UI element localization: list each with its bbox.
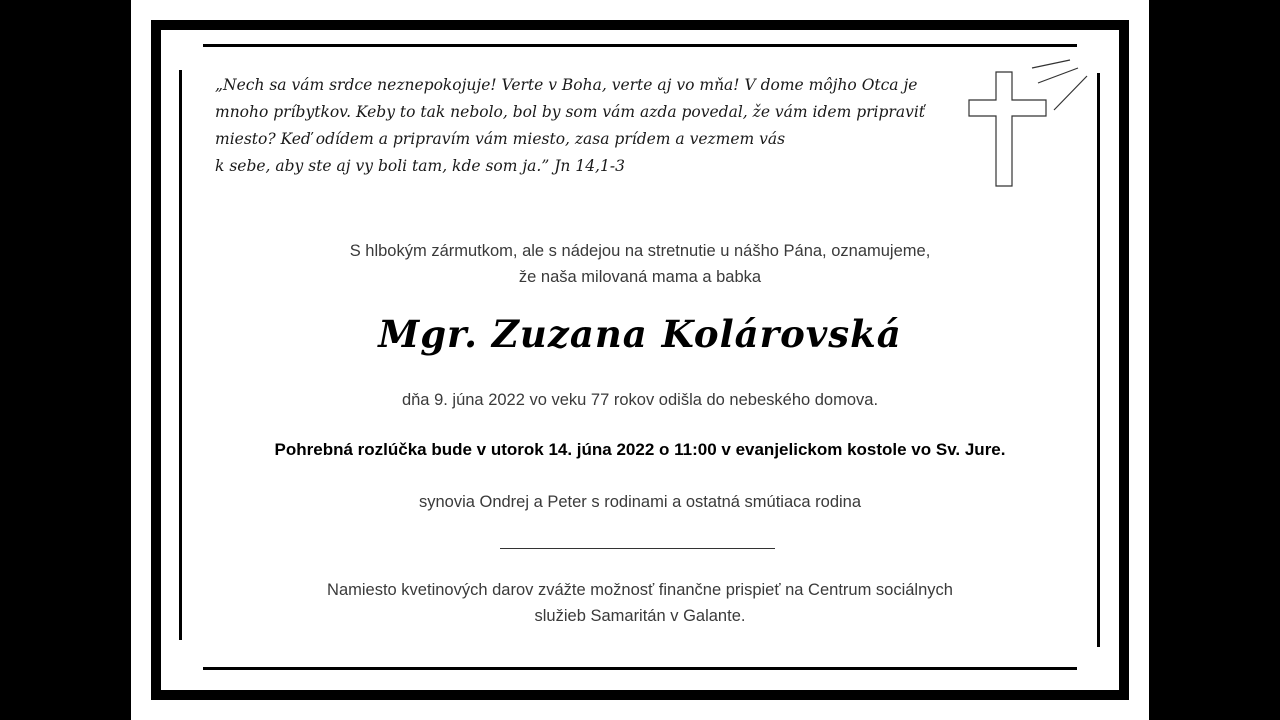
intro-line: S hlbokým zármutkom, ale s nádejou na stretnutie u nášho Pána, oznamujeme,: [349, 242, 931, 260]
donation-line: služieb Samaritán v Galante.: [534, 607, 746, 625]
deceased-name: Mgr. Zuzana Kolárovská: [378, 312, 902, 356]
quote-line: „Nech sa vám srdce neznepokojuje! Verte v Boha, verte aj vo mňa! V dome môjho Otca je: [215, 76, 918, 94]
intro-line: že naša milovaná mama a babka: [518, 268, 762, 286]
quote-line: miesto? Keď odídem a pripravím vám miesto, zasa prídem a vezmem vás: [215, 130, 786, 148]
quote-line: mnoho príbytkov. Keby to tak nebolo, bol by som vám azda povedal, že vám idem pripraviť: [215, 103, 926, 121]
bottom-border-line: [203, 667, 1077, 670]
mourners-line: synovia Ondrej a Peter s rodinami a ostatná smútiaca rodina: [418, 493, 862, 511]
donation-note: [131, 577, 1149, 629]
donation-line: Namiesto kvetinových darov zvážte možnosť finančne prispieť na Centrum sociálnych: [327, 581, 953, 599]
funeral-notice: Pohrebná rozlúčka bude v utorok 14. júna 2022 o 11:00 v evanjelickom kostole vo Sv. Jure.: [274, 440, 1006, 459]
cross-with-rays-icon: [966, 58, 1091, 188]
death-notice: dňa 9. júna 2022 vo veku 77 rokov odišla do nebeského domova.: [401, 391, 879, 409]
top-border-line: [203, 44, 1077, 47]
announcement-intro: [131, 238, 1149, 290]
right-border-line: [1097, 73, 1100, 647]
bible-quote: [215, 72, 926, 180]
separator-line: [500, 548, 775, 549]
quote-line: k sebe, aby ste aj vy boli tam, kde som ja.” Jn 14,1-3: [215, 157, 625, 175]
